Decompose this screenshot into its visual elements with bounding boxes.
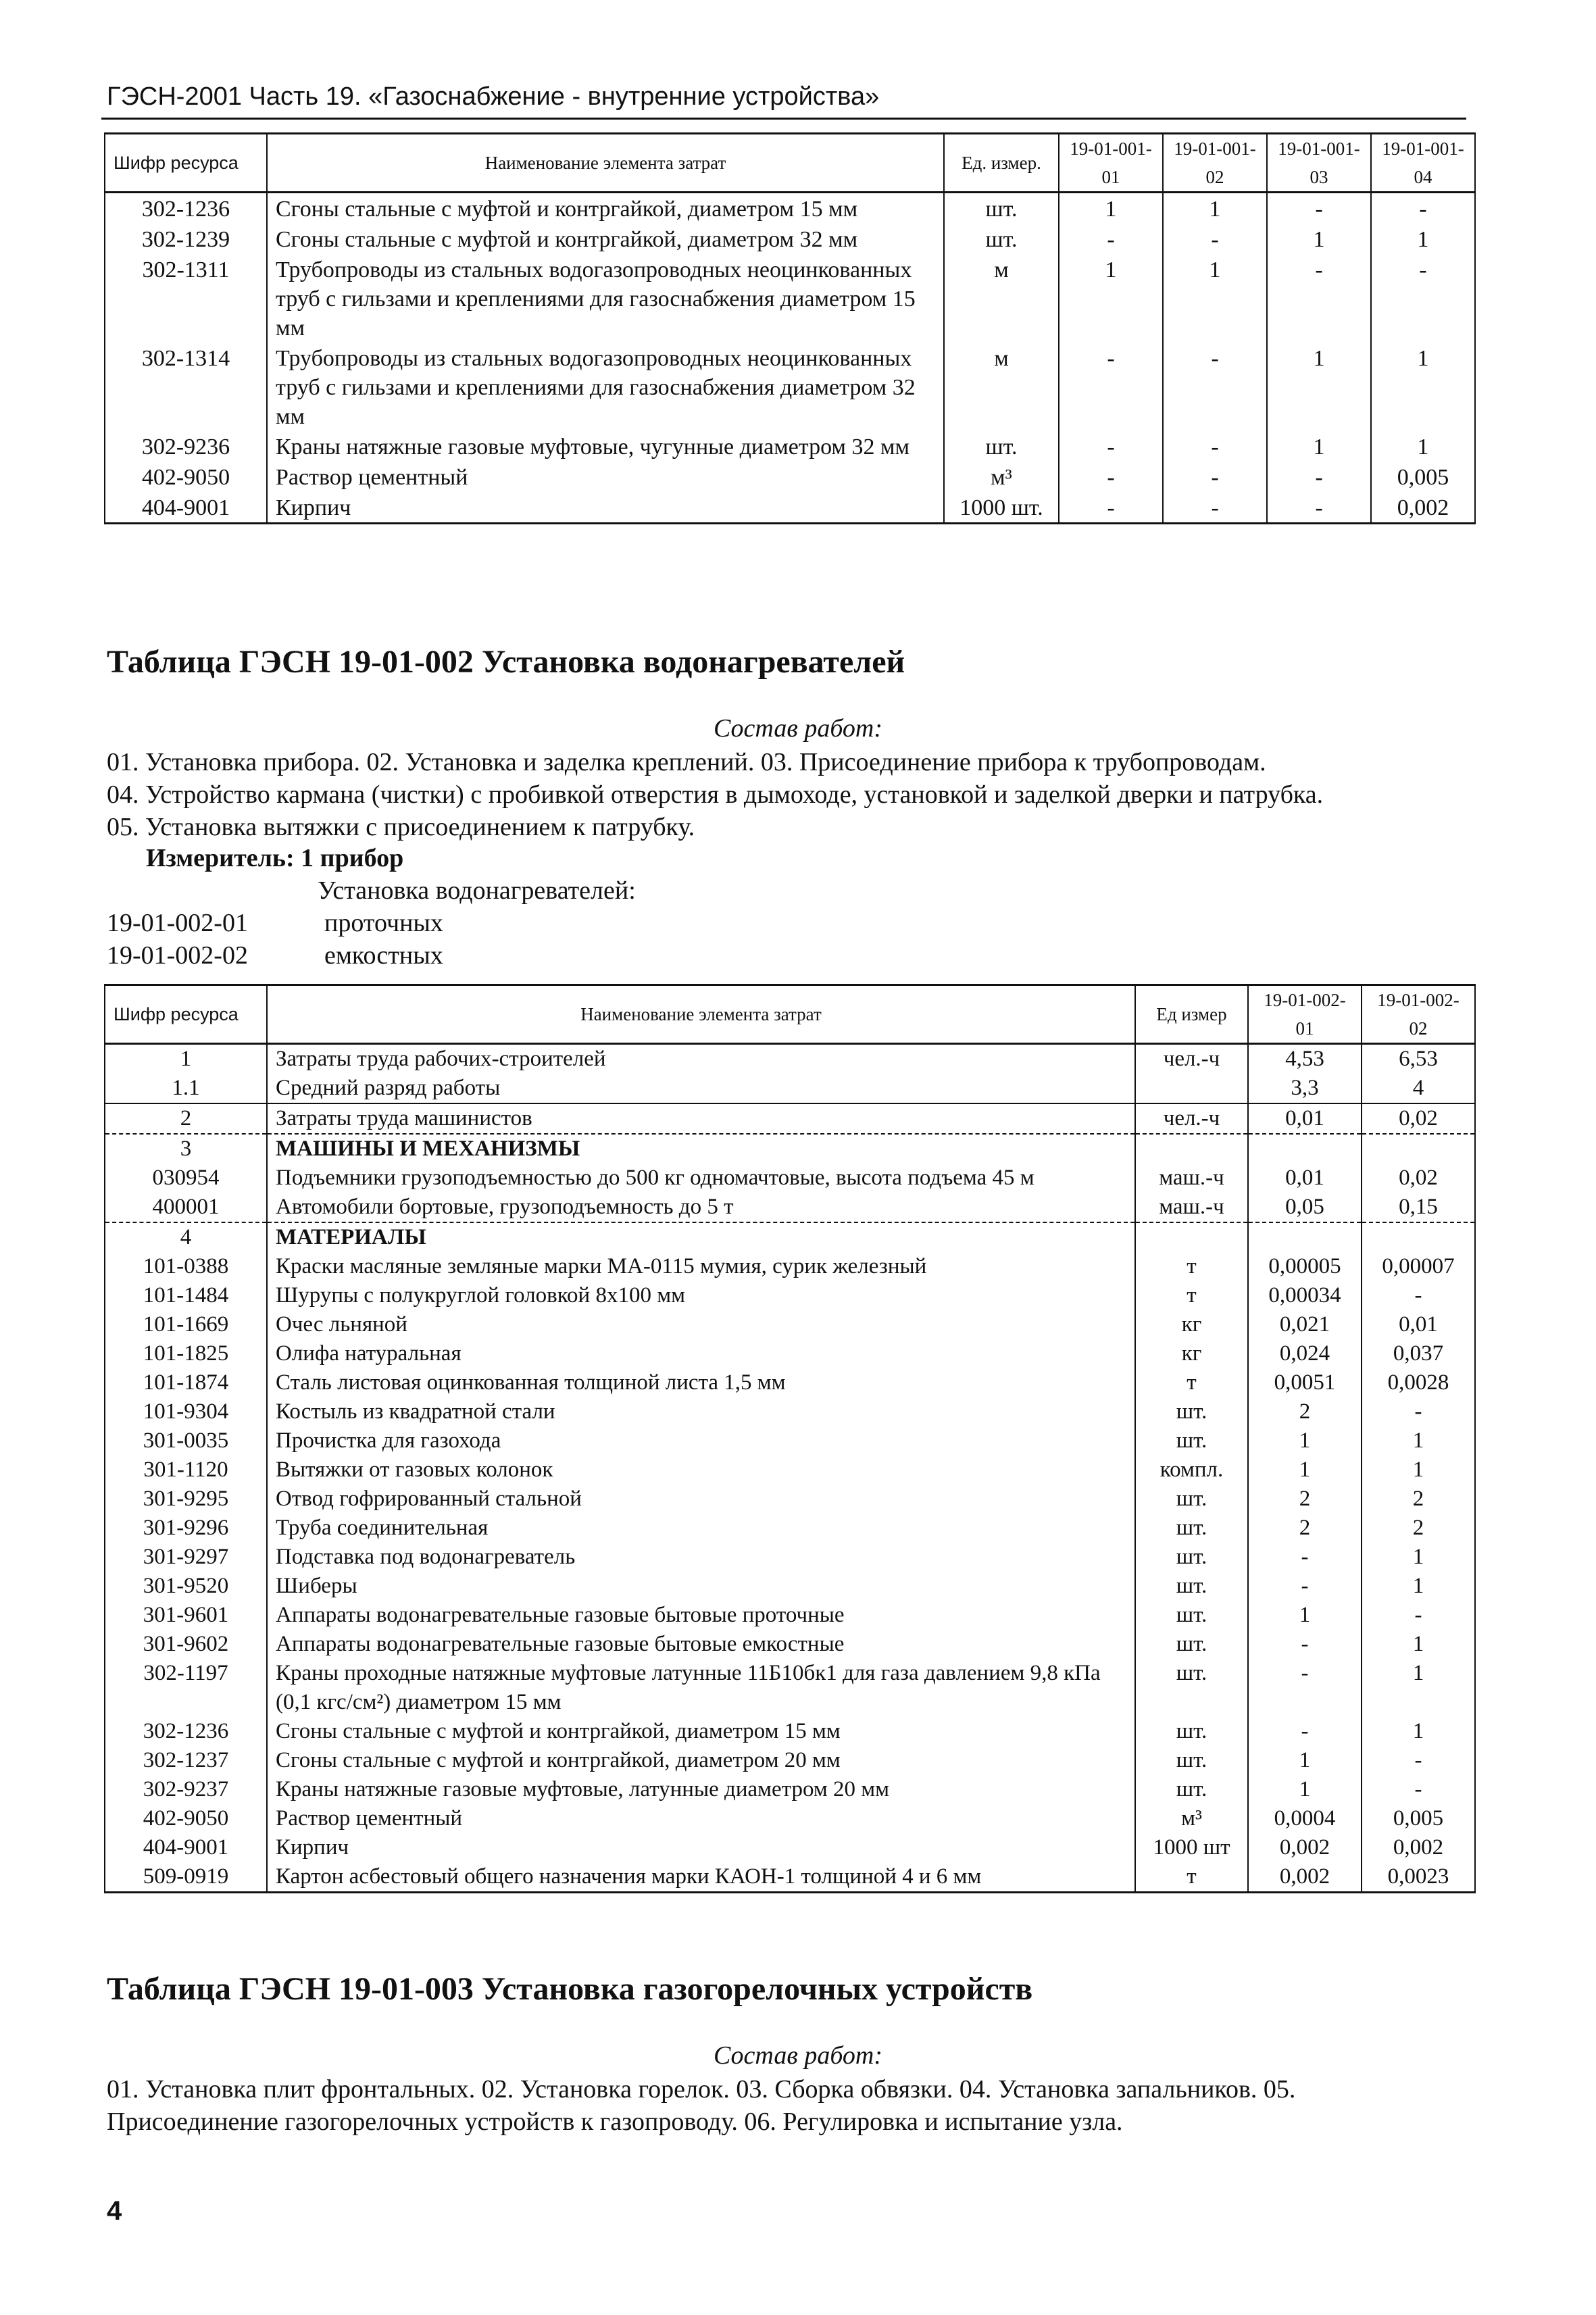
table-row xyxy=(105,1368,1475,1397)
header-rule xyxy=(101,118,1466,120)
table-row xyxy=(105,1833,1475,1862)
norm-value: 0,02 xyxy=(1362,1164,1475,1193)
norm-value: - xyxy=(1267,462,1371,492)
resource-name: Трубопроводы из стальных водогазопроводных неоцинкованных труб с гильзами и креплениями для газоснабжения диаметром 32 мм xyxy=(267,343,944,431)
resource-name: Сгоны стальные с муфтой и контргайкой, диаметром 15 мм xyxy=(267,1717,1135,1746)
resource-unit: шт. xyxy=(1135,1485,1248,1514)
resource-name: Сталь листовая оцинкованная толщиной листа 1,5 мм xyxy=(267,1368,1135,1397)
norm-value: 0,0051 xyxy=(1248,1368,1362,1397)
norm-value: 0,00034 xyxy=(1248,1281,1362,1310)
col-header-norm: 19-01-001-04 xyxy=(1371,134,1475,193)
resource-unit: шт. xyxy=(1135,1630,1248,1659)
table-row xyxy=(105,1044,1475,1074)
resource-code: 301-9296 xyxy=(105,1514,267,1543)
resource-name: Труба соединительная xyxy=(267,1514,1135,1543)
norm-value: 1 xyxy=(1362,1659,1475,1717)
norm-value: - xyxy=(1248,1543,1362,1572)
resource-unit: кг xyxy=(1135,1310,1248,1339)
norm-value: 0,05 xyxy=(1248,1193,1362,1222)
table-row xyxy=(105,1426,1475,1455)
norm-value: - xyxy=(1059,224,1163,254)
table-row xyxy=(105,254,1475,343)
norm-value: 2 xyxy=(1248,1485,1362,1514)
resource-code: 302-1236 xyxy=(105,1717,267,1746)
norm-value: 0,002 xyxy=(1371,492,1475,524)
works-description xyxy=(107,746,1475,843)
works-line: 04. Устройство кармана (чистки) с пробивкой отверстия в дымоходе, установкой и заделкой дверки и патрубка. xyxy=(107,780,1324,809)
table-row xyxy=(105,1339,1475,1368)
resource-code: 301-9297 xyxy=(105,1543,267,1572)
resource-name: Краски масляные земляные марки МА-0115 мумия, сурик железный xyxy=(267,1252,1135,1281)
norm-value: - xyxy=(1059,492,1163,524)
col-header-code: Шифр ресурса xyxy=(105,134,267,193)
resource-unit: шт. xyxy=(1135,1514,1248,1543)
resource-unit: 1000 шт xyxy=(1135,1833,1248,1862)
norm-value: 1 xyxy=(1059,193,1163,224)
col-header-norm: 19-01-002-01 xyxy=(1248,985,1362,1044)
norm-value: - xyxy=(1267,254,1371,343)
norm-value: 0,005 xyxy=(1371,462,1475,492)
resource-code: 302-1311 xyxy=(105,254,267,343)
table-row xyxy=(105,462,1475,492)
resource-name: Отвод гофрированный стальной xyxy=(267,1485,1135,1514)
norm-value: 1 xyxy=(1362,1426,1475,1455)
resource-code: 400001 xyxy=(105,1193,267,1222)
table-row xyxy=(105,1455,1475,1485)
resource-unit: чел.-ч xyxy=(1135,1044,1248,1074)
norm-value: 4 xyxy=(1362,1074,1475,1103)
table-row xyxy=(105,1074,1475,1103)
norm-value: - xyxy=(1163,224,1267,254)
norm-value: 1 xyxy=(1362,1572,1475,1601)
table-row xyxy=(105,1164,1475,1193)
resource-name: Вытяжки от газовых колонок xyxy=(267,1455,1135,1485)
works-line: Присоединение газогорелочных устройств к газопроводу. 06. Регулировка и испытание узла. xyxy=(107,2108,1123,2136)
resource-name: Кирпич xyxy=(267,1833,1135,1862)
resource-name: Прочистка для газохода xyxy=(267,1426,1135,1455)
works-label: Состав работ: xyxy=(713,714,883,743)
resource-unit: шт. xyxy=(1135,1717,1248,1746)
norm-value: 1 xyxy=(1248,1455,1362,1485)
resource-name: Подъемники грузоподъемностью до 500 кг одномачтовые, высота подъема 45 м xyxy=(267,1164,1135,1193)
norm-value: 2 xyxy=(1362,1514,1475,1543)
resource-name: Аппараты водонагревательные газовые бытовые емкостные xyxy=(267,1630,1135,1659)
resource-unit: кг xyxy=(1135,1339,1248,1368)
col-header-norm: 19-01-001-02 xyxy=(1163,134,1267,193)
norm-value: - xyxy=(1059,462,1163,492)
resource-name: Сгоны стальные с муфтой и контргайкой, диаметром 32 мм xyxy=(267,224,944,254)
norm-value: 4,53 xyxy=(1248,1044,1362,1074)
table-row xyxy=(105,224,1475,254)
norm-value xyxy=(1362,1222,1475,1252)
norm-value xyxy=(1248,1134,1362,1164)
resource-code: 302-1237 xyxy=(105,1746,267,1775)
resource-unit: маш.-ч xyxy=(1135,1193,1248,1222)
norm-value: 0,024 xyxy=(1248,1339,1362,1368)
norm-value xyxy=(1248,1222,1362,1252)
resource-code: 301-0035 xyxy=(105,1426,267,1455)
resource-code: 101-1669 xyxy=(105,1310,267,1339)
resource-table-001 xyxy=(104,132,1476,524)
norm-value: 1 xyxy=(1371,431,1475,462)
norm-label: проточных xyxy=(324,909,443,937)
resource-unit: шт. xyxy=(1135,1426,1248,1455)
norm-value: 1 xyxy=(1362,1717,1475,1746)
norm-value: 0,15 xyxy=(1362,1193,1475,1222)
norm-value: 1 xyxy=(1059,254,1163,343)
resource-unit: т xyxy=(1135,1862,1248,1893)
norm-value: - xyxy=(1371,254,1475,343)
norm-value: 1 xyxy=(1362,1455,1475,1485)
table-row xyxy=(105,1514,1475,1543)
table-row xyxy=(105,343,1475,431)
resource-name: Кирпич xyxy=(267,492,944,524)
page-number: 4 xyxy=(107,2196,122,2226)
resource-unit: м³ xyxy=(1135,1804,1248,1833)
norm-value: - xyxy=(1362,1746,1475,1775)
table-row xyxy=(105,1134,1475,1164)
resource-name: Краны натяжные газовые муфтовые, латунные диаметром 20 мм xyxy=(267,1775,1135,1804)
resource-code: 509-0919 xyxy=(105,1862,267,1893)
works-line: 05. Установка вытяжки с присоединением к патрубку. xyxy=(107,813,695,841)
resource-code: 404-9001 xyxy=(105,492,267,524)
norm-value: 0,021 xyxy=(1248,1310,1362,1339)
resource-unit: т xyxy=(1135,1368,1248,1397)
norm-value: - xyxy=(1248,1717,1362,1746)
resource-table-002 xyxy=(104,984,1476,1893)
table-row xyxy=(105,1717,1475,1746)
resource-code: 101-1874 xyxy=(105,1368,267,1397)
resource-name: Шурупы с полукруглой головкой 8х100 мм xyxy=(267,1281,1135,1310)
table-row xyxy=(105,1252,1475,1281)
norm-value: - xyxy=(1248,1659,1362,1717)
norm-value: 0,002 xyxy=(1248,1833,1362,1862)
col-header-name: Наименование элемента затрат xyxy=(267,985,1135,1044)
resource-unit: шт. xyxy=(1135,1397,1248,1426)
resource-unit: шт. xyxy=(944,431,1059,462)
table-header-row xyxy=(105,985,1475,1044)
resource-unit: шт. xyxy=(944,224,1059,254)
norm-value: - xyxy=(1362,1601,1475,1630)
resource-code: 404-9001 xyxy=(105,1833,267,1862)
section-heading: МАТЕРИАЛЫ xyxy=(267,1222,1135,1252)
norm-value: 2 xyxy=(1248,1514,1362,1543)
resource-code: 302-1197 xyxy=(105,1659,267,1717)
table-row xyxy=(105,1746,1475,1775)
resource-name: Олифа натуральная xyxy=(267,1339,1135,1368)
resource-unit: шт. xyxy=(1135,1775,1248,1804)
norm-value: 0,01 xyxy=(1248,1164,1362,1193)
resource-code: 1 xyxy=(105,1044,267,1074)
works-label: Состав работ: xyxy=(713,2041,883,2070)
resource-unit: компл. xyxy=(1135,1455,1248,1485)
table-header-row xyxy=(105,134,1475,193)
norm-value: 1 xyxy=(1371,224,1475,254)
table-row xyxy=(105,1281,1475,1310)
norm-value: 0,00007 xyxy=(1362,1252,1475,1281)
norm-value: 1 xyxy=(1163,193,1267,224)
resource-unit: м³ xyxy=(944,462,1059,492)
resource-name: Раствор цементный xyxy=(267,462,944,492)
resource-code: 402-9050 xyxy=(105,1804,267,1833)
norm-label: емкостных xyxy=(324,941,443,970)
resource-name: Очес льняной xyxy=(267,1310,1135,1339)
col-header-unit: Ед измер xyxy=(1135,985,1248,1044)
table-row xyxy=(105,1193,1475,1222)
resource-code: 3 xyxy=(105,1134,267,1164)
norm-value: 6,53 xyxy=(1362,1044,1475,1074)
table-row xyxy=(105,1775,1475,1804)
col-header-norm: 19-01-002-02 xyxy=(1362,985,1475,1044)
col-header-unit: Ед. измер. xyxy=(944,134,1059,193)
section-heading: МАШИНЫ И МЕХАНИЗМЫ xyxy=(267,1134,1135,1164)
resource-unit xyxy=(1135,1074,1248,1103)
resource-unit: м xyxy=(944,343,1059,431)
table-row xyxy=(105,1485,1475,1514)
works-line: 01. Установка плит фронтальных. 02. Установка горелок. 03. Сборка обвязки. 04. Установка запальников. 05. xyxy=(107,2075,1296,2104)
resource-name: Подставка под водонагреватель xyxy=(267,1543,1135,1572)
norm-value: 1 xyxy=(1248,1746,1362,1775)
norm-value: - xyxy=(1362,1397,1475,1426)
table-row xyxy=(105,492,1475,524)
resource-code: 301-9295 xyxy=(105,1485,267,1514)
resource-code: 302-9236 xyxy=(105,431,267,462)
norm-value: 1 xyxy=(1248,1775,1362,1804)
col-header-norm: 19-01-001-03 xyxy=(1267,134,1371,193)
table-row xyxy=(105,1862,1475,1893)
norm-value: 1 xyxy=(1267,343,1371,431)
norm-value: - xyxy=(1163,462,1267,492)
norm-value: - xyxy=(1163,431,1267,462)
resource-unit: шт. xyxy=(1135,1659,1248,1717)
norm-code: 19-01-002-02 xyxy=(107,941,248,970)
norm-value: 1 xyxy=(1163,254,1267,343)
section-title: Таблица ГЭСН 19-01-002 Установка водонагревателей xyxy=(107,644,905,680)
norm-value: - xyxy=(1059,431,1163,462)
resource-code: 030954 xyxy=(105,1164,267,1193)
resource-code: 301-9601 xyxy=(105,1601,267,1630)
measure-unit: Измеритель: 1 прибор xyxy=(146,844,404,872)
resource-code: 301-1120 xyxy=(105,1455,267,1485)
resource-code: 101-1825 xyxy=(105,1339,267,1368)
resource-unit: т xyxy=(1135,1252,1248,1281)
norm-value: - xyxy=(1163,343,1267,431)
norm-value: 0,002 xyxy=(1248,1862,1362,1893)
table-row xyxy=(105,1222,1475,1252)
table-row xyxy=(105,1572,1475,1601)
table-row xyxy=(105,193,1475,224)
col-header-norm: 19-01-001-01 xyxy=(1059,134,1163,193)
resource-code: 101-1484 xyxy=(105,1281,267,1310)
norm-value: 0,0004 xyxy=(1248,1804,1362,1833)
resource-unit: чел.-ч xyxy=(1135,1103,1248,1134)
norm-value: - xyxy=(1059,343,1163,431)
resource-name: Шиберы xyxy=(267,1572,1135,1601)
resource-code: 302-1236 xyxy=(105,193,267,224)
resource-code: 4 xyxy=(105,1222,267,1252)
resource-name: Аппараты водонагревательные газовые бытовые проточные xyxy=(267,1601,1135,1630)
table-row xyxy=(105,1310,1475,1339)
table-row xyxy=(105,1397,1475,1426)
norm-value: - xyxy=(1163,492,1267,524)
resource-name: Средний разряд работы xyxy=(267,1074,1135,1103)
table-row xyxy=(105,1630,1475,1659)
resource-name: Сгоны стальные с муфтой и контргайкой, диаметром 15 мм xyxy=(267,193,944,224)
norm-code: 19-01-002-01 xyxy=(107,909,248,937)
resource-unit xyxy=(1135,1222,1248,1252)
resource-code: 302-1239 xyxy=(105,224,267,254)
table-row xyxy=(105,1804,1475,1833)
resource-unit: шт. xyxy=(1135,1543,1248,1572)
norm-value: 1 xyxy=(1362,1630,1475,1659)
resource-unit: шт. xyxy=(1135,1601,1248,1630)
group-title: Установка водонагревателей: xyxy=(318,876,636,905)
section-title: Таблица ГЭСН 19-01-003 Установка газогорелочных устройств xyxy=(107,1971,1033,2007)
norm-value: 0,005 xyxy=(1362,1804,1475,1833)
norm-value: 1 xyxy=(1248,1426,1362,1455)
resource-name: Сгоны стальные с муфтой и контргайкой, диаметром 20 мм xyxy=(267,1746,1135,1775)
resource-code: 2 xyxy=(105,1103,267,1134)
norm-value: 0,002 xyxy=(1362,1833,1475,1862)
table-row xyxy=(105,1659,1475,1717)
norm-value: 0,00005 xyxy=(1248,1252,1362,1281)
resource-unit: шт. xyxy=(1135,1572,1248,1601)
norm-value: - xyxy=(1267,193,1371,224)
norm-value: 1 xyxy=(1248,1601,1362,1630)
resource-code: 301-9602 xyxy=(105,1630,267,1659)
norm-value: 1 xyxy=(1267,431,1371,462)
resource-unit xyxy=(1135,1134,1248,1164)
norm-value: 3,3 xyxy=(1248,1074,1362,1103)
resource-unit: 1000 шт. xyxy=(944,492,1059,524)
norm-value: 1 xyxy=(1267,224,1371,254)
table-row xyxy=(105,431,1475,462)
norm-value: 1 xyxy=(1362,1543,1475,1572)
resource-code: 301-9520 xyxy=(105,1572,267,1601)
norm-value: 1 xyxy=(1371,343,1475,431)
resource-name: Затраты труда рабочих-строителей xyxy=(267,1044,1135,1074)
norm-value: - xyxy=(1371,193,1475,224)
norm-value: - xyxy=(1248,1630,1362,1659)
norm-value: - xyxy=(1362,1775,1475,1804)
resource-code: 1.1 xyxy=(105,1074,267,1103)
resource-name: Автомобили бортовые, грузоподъемность до 5 т xyxy=(267,1193,1135,1222)
norm-value: 0,0023 xyxy=(1362,1862,1475,1893)
resource-unit: шт. xyxy=(1135,1746,1248,1775)
page-header: ГЭСН-2001 Часть 19. «Газоснабжение - внутренние устройства» xyxy=(107,82,880,111)
norm-value xyxy=(1362,1134,1475,1164)
norm-value: 0,0028 xyxy=(1362,1368,1475,1397)
table-row xyxy=(105,1543,1475,1572)
resource-code: 101-0388 xyxy=(105,1252,267,1281)
resource-unit: шт. xyxy=(944,193,1059,224)
norm-value: 2 xyxy=(1362,1485,1475,1514)
norm-value: - xyxy=(1248,1572,1362,1601)
resource-name: Раствор цементный xyxy=(267,1804,1135,1833)
resource-code: 402-9050 xyxy=(105,462,267,492)
col-header-name: Наименование элемента затрат xyxy=(267,134,944,193)
norm-value: - xyxy=(1362,1281,1475,1310)
resource-name: Картон асбестовый общего назначения марки КАОН-1 толщиной 4 и 6 мм xyxy=(267,1862,1135,1893)
works-line: 01. Установка прибора. 02. Установка и заделка креплений. 03. Присоединение прибора к трубопроводам. xyxy=(107,748,1266,776)
table-row xyxy=(105,1601,1475,1630)
norm-value: - xyxy=(1267,492,1371,524)
resource-unit: т xyxy=(1135,1281,1248,1310)
table-row xyxy=(105,1103,1475,1134)
resource-unit: м xyxy=(944,254,1059,343)
resource-name: Трубопроводы из стальных водогазопроводных неоцинкованных труб с гильзами и креплениями для газоснабжения диаметром 15 мм xyxy=(267,254,944,343)
resource-name: Костыль из квадратной стали xyxy=(267,1397,1135,1426)
norm-value: 0,01 xyxy=(1248,1103,1362,1134)
resource-code: 302-9237 xyxy=(105,1775,267,1804)
resource-unit: маш.-ч xyxy=(1135,1164,1248,1193)
norm-value: 0,01 xyxy=(1362,1310,1475,1339)
norm-value: 0,037 xyxy=(1362,1339,1475,1368)
resource-name: Краны натяжные газовые муфтовые, чугунные диаметром 32 мм xyxy=(267,431,944,462)
resource-code: 101-9304 xyxy=(105,1397,267,1426)
norm-value: 0,02 xyxy=(1362,1103,1475,1134)
resource-code: 302-1314 xyxy=(105,343,267,431)
col-header-code: Шифр ресурса xyxy=(105,985,267,1044)
resource-name: Затраты труда машинистов xyxy=(267,1103,1135,1134)
norm-value: 2 xyxy=(1248,1397,1362,1426)
works-description xyxy=(107,2073,1475,2138)
resource-name: Краны проходные натяжные муфтовые латунные 11Б10бк1 для газа давлением 9,8 кПа (0,1 кгс/см²) диаметром 15 мм xyxy=(267,1659,1135,1717)
